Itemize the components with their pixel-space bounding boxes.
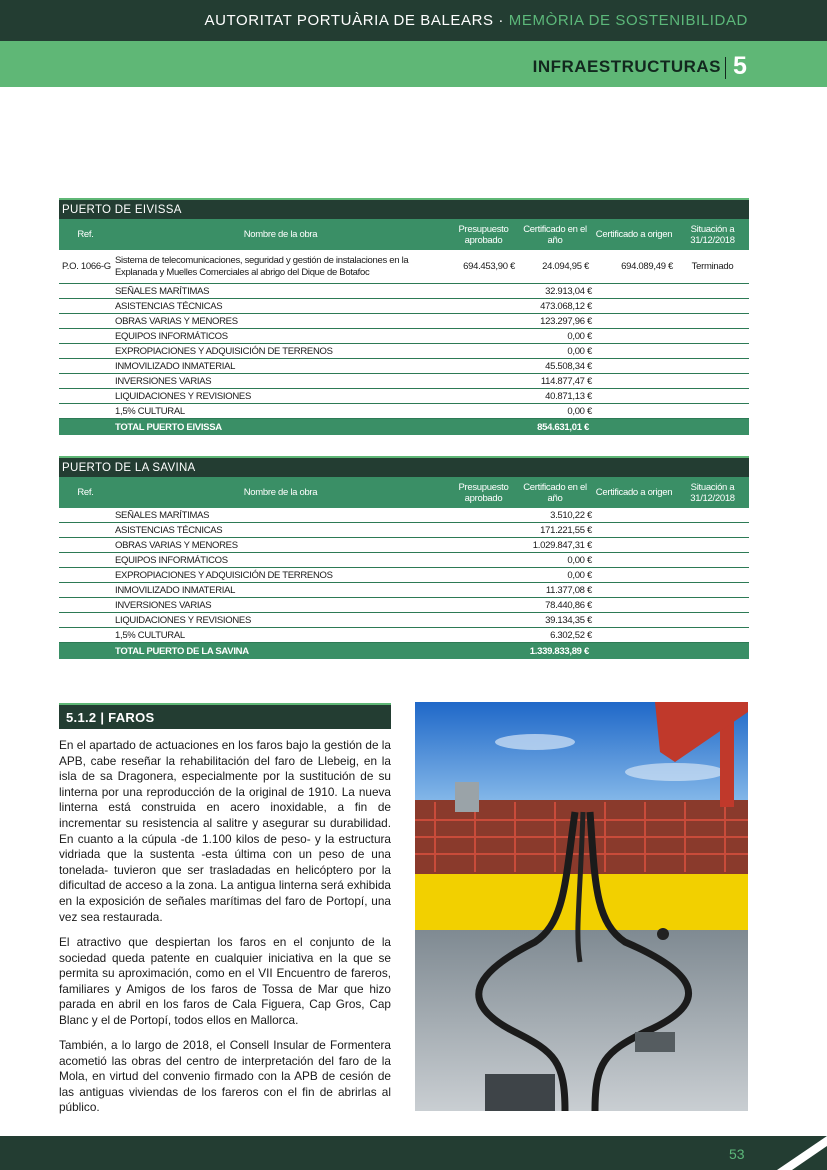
cell-status <box>676 508 749 523</box>
cell-cert-origin <box>592 523 676 538</box>
total-label: TOTAL PUERTO EIVISSA <box>112 419 449 436</box>
cell-cert-origin <box>592 389 676 404</box>
cell-ref <box>59 284 112 299</box>
cell-status <box>676 284 749 299</box>
total-amount: 1.339.833,89 € <box>518 643 592 660</box>
cell-status <box>676 359 749 374</box>
header-doc: MEMÒRIA DE SOSTENIBILIDAD <box>508 12 748 29</box>
faros-paragraph-3: También, a lo largo de 2018, el Consell Insular de Formentera acometió las obras del centro de interpretación del faro de la Mola, en virtud del convenio firmado con la APB de cesión de las antiguas viviendas de los fareros con el fin de abrirlas al público. <box>59 1038 391 1115</box>
cell-ref <box>59 329 112 344</box>
cell-cert-origin: 694.089,49 € <box>592 250 676 284</box>
col-name: Nombre de la obra <box>112 477 449 508</box>
cell-budget <box>449 299 518 314</box>
table-row <box>59 329 749 344</box>
cell-budget <box>449 538 518 553</box>
tanker-deck-photo <box>415 702 748 1111</box>
cell-name: INMOVILIZADO INMATERIAL <box>112 583 449 598</box>
cell-cert-year: 3.510,22 € <box>518 508 592 523</box>
table-row <box>59 523 749 538</box>
cell-cert-origin <box>592 538 676 553</box>
cell-ref <box>59 568 112 583</box>
col-cert-origin: Certificado a origen <box>592 219 676 250</box>
table-row <box>59 389 749 404</box>
table-row <box>59 299 749 314</box>
header-org: AUTORITAT PORTUÀRIA DE BALEARS · <box>204 12 509 29</box>
cell-budget <box>449 404 518 419</box>
cell-status <box>676 598 749 613</box>
table-row <box>59 538 749 553</box>
cell-name: EQUIPOS INFORMÁTICOS <box>112 329 449 344</box>
table-row <box>59 583 749 598</box>
cell-cert-year: 11.377,08 € <box>518 583 592 598</box>
cell-ref <box>59 299 112 314</box>
cell-status <box>676 404 749 419</box>
cell-ref <box>59 523 112 538</box>
table-row <box>59 598 749 613</box>
table-row <box>59 568 749 583</box>
cell-name: EQUIPOS INFORMÁTICOS <box>112 553 449 568</box>
table-puerto-eivissa <box>59 198 749 435</box>
cell-cert-origin <box>592 299 676 314</box>
total-amount: 854.631,01 € <box>518 419 592 436</box>
table-header-row <box>59 477 749 508</box>
cell-name: OBRAS VARIAS Y MENORES <box>112 314 449 329</box>
cell-cert-origin <box>592 613 676 628</box>
table-row <box>59 404 749 419</box>
cell-ref: P.O. 1066-G <box>59 250 112 284</box>
footer-bar <box>0 1136 827 1170</box>
cell-cert-year: 78.440,86 € <box>518 598 592 613</box>
cell-cert-origin <box>592 568 676 583</box>
cell-name: ASISTENCIAS TÉCNICAS <box>112 523 449 538</box>
cell-ref <box>59 538 112 553</box>
col-cert-year: Certificado en el año <box>518 477 592 508</box>
cell-cert-origin <box>592 344 676 359</box>
cell-name: OBRAS VARIAS Y MENORES <box>112 538 449 553</box>
cell-ref <box>59 508 112 523</box>
col-status: Situación a 31/12/2018 <box>676 477 749 508</box>
cell-name: Sistema de telecomunicaciones, seguridad y gestión de instalaciones en la Explanada y Muelles Comerciales al abrigo del Dique de Botafoc <box>112 250 449 284</box>
cell-cert-year: 1.029.847,31 € <box>518 538 592 553</box>
faros-heading: 5.1.2 | FAROS <box>66 710 155 725</box>
cell-cert-origin <box>592 583 676 598</box>
table-puerto-savina <box>59 456 749 659</box>
cell-status <box>676 628 749 643</box>
cell-cert-year: 6.302,52 € <box>518 628 592 643</box>
cell-budget <box>449 583 518 598</box>
cell-ref <box>59 344 112 359</box>
cell-status <box>676 568 749 583</box>
cell-name: 1,5% CULTURAL <box>112 628 449 643</box>
section-number: 5 <box>733 52 747 80</box>
section-title: INFRAESTRUCTURAS <box>532 57 721 76</box>
cell-cert-origin <box>592 284 676 299</box>
table-title: PUERTO DE EIVISSA <box>59 199 749 219</box>
table-row <box>59 553 749 568</box>
footer-stripe <box>747 1136 827 1170</box>
col-cert-year: Certificado en el año <box>518 219 592 250</box>
cell-status <box>676 523 749 538</box>
top-header-bar <box>0 0 827 41</box>
cell-status <box>676 299 749 314</box>
faros-paragraph-1: En el apartado de actuaciones en los faros bajo la gestión de la APB, cabe reseñar la rehabilitación del faro de Llebeig, en la isla de sa Dragonera, especialmente por la sustitución de su linterna por una reproducción de la original de 1910. La nueva linterna está construida en acero inoxidable, a fin de incrementar su resistencia al salitre y asegurar su durabilidad. En cuanto a la cúpula -de 1.100 kilos de peso- y la estructura vidriada que la sustenta -esta última con un peso de una tonelada- tuvieron que ser trasladadas en helicóptero por la dificultad de acceso a la zona. La antigua linterna será exhibida en la exposición de señales marítimas del faro de Portopí, una vez sea restaurada. <box>59 738 391 924</box>
cell-name: LIQUIDACIONES Y REVISIONES <box>112 613 449 628</box>
cell-budget <box>449 284 518 299</box>
cell-cert-origin <box>592 329 676 344</box>
cell-cert-year: 171.221,55 € <box>518 523 592 538</box>
cell-cert-origin <box>592 508 676 523</box>
cell-status <box>676 553 749 568</box>
faros-heading-bar <box>59 703 391 729</box>
cell-cert-origin <box>592 598 676 613</box>
total-label: TOTAL PUERTO DE LA SAVINA <box>112 643 449 660</box>
cell-name: EXPROPIACIONES Y ADQUISICIÓN DE TERRENOS <box>112 344 449 359</box>
cell-name: INMOVILIZADO INMATERIAL <box>112 359 449 374</box>
cell-budget <box>449 613 518 628</box>
cell-status <box>676 329 749 344</box>
cell-status <box>676 583 749 598</box>
cell-cert-year: 0,00 € <box>518 329 592 344</box>
table-row <box>59 344 749 359</box>
cell-ref <box>59 389 112 404</box>
cell-name: LIQUIDACIONES Y REVISIONES <box>112 389 449 404</box>
cell-status <box>676 344 749 359</box>
cell-cert-year: 0,00 € <box>518 553 592 568</box>
cell-cert-year: 40.871,13 € <box>518 389 592 404</box>
cell-cert-year: 0,00 € <box>518 404 592 419</box>
table-row <box>59 284 749 299</box>
cell-budget: 694.453,90 € <box>449 250 518 284</box>
cell-budget <box>449 374 518 389</box>
cell-name: INVERSIONES VARIAS <box>112 374 449 389</box>
cell-cert-year: 0,00 € <box>518 344 592 359</box>
cell-ref <box>59 359 112 374</box>
cell-cert-origin <box>592 374 676 389</box>
cell-cert-year: 32.913,04 € <box>518 284 592 299</box>
cell-status: Terminado <box>676 250 749 284</box>
cell-cert-year: 39.134,35 € <box>518 613 592 628</box>
cell-ref <box>59 314 112 329</box>
cell-budget <box>449 628 518 643</box>
table-row <box>59 613 749 628</box>
cell-budget <box>449 359 518 374</box>
cell-ref <box>59 374 112 389</box>
cell-cert-origin <box>592 553 676 568</box>
col-status: Situación a 31/12/2018 <box>676 219 749 250</box>
cell-cert-origin <box>592 314 676 329</box>
table-title: PUERTO DE LA SAVINA <box>59 457 749 477</box>
cell-cert-year: 114.877,47 € <box>518 374 592 389</box>
cell-cert-year: 45.508,34 € <box>518 359 592 374</box>
cell-budget <box>449 344 518 359</box>
cell-budget <box>449 598 518 613</box>
cell-name: SEÑALES MARÍTIMAS <box>112 284 449 299</box>
table-row <box>59 628 749 643</box>
cell-ref <box>59 583 112 598</box>
cell-budget <box>449 523 518 538</box>
col-budget: Presupuesto aprobado <box>449 219 518 250</box>
header-title <box>204 12 748 29</box>
cell-cert-year: 0,00 € <box>518 568 592 583</box>
table-row <box>59 359 749 374</box>
cell-name: EXPROPIACIONES Y ADQUISICIÓN DE TERRENOS <box>112 568 449 583</box>
cell-budget <box>449 389 518 404</box>
cell-status <box>676 613 749 628</box>
cell-ref <box>59 404 112 419</box>
page-number: 53 <box>729 1146 745 1162</box>
col-name: Nombre de la obra <box>112 219 449 250</box>
table-header-row <box>59 219 749 250</box>
cell-status <box>676 389 749 404</box>
col-ref: Ref. <box>59 219 112 250</box>
cell-budget <box>449 329 518 344</box>
cell-status <box>676 314 749 329</box>
cell-name: INVERSIONES VARIAS <box>112 598 449 613</box>
cell-cert-origin <box>592 628 676 643</box>
cell-cert-year: 473.068,12 € <box>518 299 592 314</box>
section-divider <box>725 57 726 79</box>
table-row <box>59 250 749 284</box>
cell-budget <box>449 568 518 583</box>
table-total-row <box>59 419 749 436</box>
col-cert-origin: Certificado a origen <box>592 477 676 508</box>
cell-name: 1,5% CULTURAL <box>112 404 449 419</box>
cell-ref <box>59 553 112 568</box>
faros-paragraph-2: El atractivo que despiertan los faros en el conjunto de la sociedad queda patente en cualquier iniciativa en la que se permita su aproximación, como en el VII Encuentro de fareros, familiares y Amigos de los faros de Tossa de Mar que hizo parada en abril en los faros de Cala Figuera, Cap Gros, Cap Blanc y el de Portopí, todos ellos en Mallorca. <box>59 935 391 1027</box>
cell-cert-origin <box>592 359 676 374</box>
cell-budget <box>449 553 518 568</box>
cell-budget <box>449 314 518 329</box>
cell-status <box>676 374 749 389</box>
cell-name: ASISTENCIAS TÉCNICAS <box>112 299 449 314</box>
cell-budget <box>449 508 518 523</box>
cell-cert-year: 24.094,95 € <box>518 250 592 284</box>
cell-status <box>676 538 749 553</box>
cell-ref <box>59 613 112 628</box>
cell-name: SEÑALES MARÍTIMAS <box>112 508 449 523</box>
table-total-row <box>59 643 749 660</box>
table-row <box>59 314 749 329</box>
cell-cert-origin <box>592 404 676 419</box>
cell-cert-year: 123.297,96 € <box>518 314 592 329</box>
cell-ref <box>59 598 112 613</box>
col-ref: Ref. <box>59 477 112 508</box>
table-row <box>59 508 749 523</box>
table-row <box>59 374 749 389</box>
cell-ref <box>59 628 112 643</box>
col-budget: Presupuesto aprobado <box>449 477 518 508</box>
